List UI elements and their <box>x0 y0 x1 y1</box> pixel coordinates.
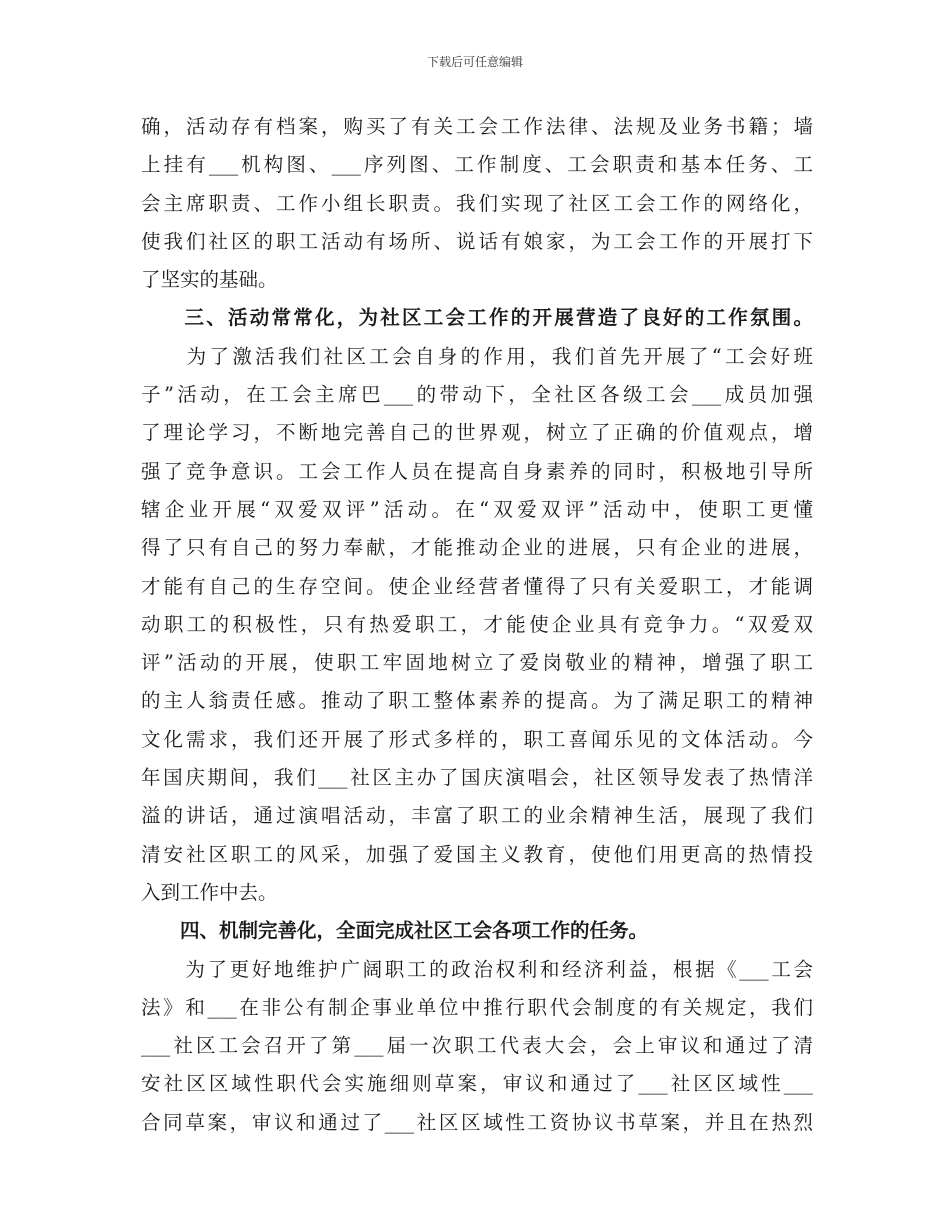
text-line: 会主席职责、工作小组长职责。我们实现了社区工会工作的网络化， <box>141 191 813 215</box>
text-line: 评”活动的开展，使职工牢固地树立了爱岗敬业的精神，增强了职工 <box>141 651 813 675</box>
page-header: 下载后可任意编辑 <box>426 55 523 69</box>
text-line: 动职工的积极性，只有热爱职工，才能使企业具有竞争力。“双爱双 <box>141 612 813 636</box>
text-line: 才能有自己的生存空间。使企业经营者懂得了只有关爱职工，才能调 <box>141 574 813 598</box>
text-line: 文化需求，我们还开展了形式多样的，职工喜闻乐见的文体活动。今 <box>141 727 813 751</box>
text-line: 年国庆期间，我们___社区主办了国庆演唱会，社区领导发表了热情洋 <box>141 766 813 790</box>
text-line: 溢的讲话，通过演唱活动，丰富了职工的业余精神生活，展现了我们 <box>141 804 813 828</box>
text-line: 确，活动存有档案，购买了有关工会工作法律、法规及业务书籍；墙 <box>141 115 813 138</box>
text-line: ___社区工会召开了第___届一次职工代表大会，会上审议和通过了清 <box>141 1034 813 1058</box>
text-line: 子”活动，在工会主席巴___的带动下，全社区各级工会___成员加强 <box>141 383 813 407</box>
text-line: 合同草案，审议和通过了___社区区域性工资协议书草案，并且在热烈 <box>141 1110 813 1134</box>
text-line: 入到工作中去。 <box>141 880 278 904</box>
text-line: 得了只有自己的努力奉献，才能推动企业的进展，只有企业的进展， <box>141 536 813 560</box>
section-heading-3: 三、活动常常化，为社区工会工作的开展营造了良好的工作氛围。 <box>141 306 813 330</box>
document-body <box>141 108 813 1142</box>
text-line: 辖企业开展“双爱双评”活动。在“双爱双评”活动中，使职工更懂 <box>141 497 813 521</box>
section-heading-4: 四、机制完善化，全面完成社区工会各项工作的任务。 <box>141 919 649 943</box>
text-line: 的主人翁责任感。推动了职工整体素养的提高。为了满足职工的精神 <box>141 689 813 713</box>
text-line: 了理论学习，不断地完善自己的世界观，树立了正确的价值观点，增 <box>141 421 813 445</box>
text-line: 了坚实的基础。 <box>141 268 278 292</box>
text-line: 使我们社区的职工活动有场所、说话有娘家，为工会工作的开展打下 <box>141 229 813 253</box>
text-line: 强了竞争意识。工会工作人员在提高自身素养的同时，积极地引导所 <box>141 459 813 483</box>
text-line: 为了更好地维护广阔职工的政治权利和经济利益，根据《___工会 <box>141 957 813 981</box>
text-line: 法》和___在非公有制企事业单位中推行职代会制度的有关规定，我们 <box>141 995 813 1019</box>
text-line: 为了激活我们社区工会自身的作用，我们首先开展了“工会好班 <box>141 344 813 368</box>
text-line: 安社区区域性职代会实施细则草案，审议和通过了___社区区域性___ <box>141 1072 813 1096</box>
text-line: 上挂有___机构图、___序列图、工作制度、工会职责和基本任务、工 <box>141 153 813 177</box>
text-line: 清安社区职工的风采，加强了爱国主义教育，使他们用更高的热情投 <box>141 842 813 866</box>
